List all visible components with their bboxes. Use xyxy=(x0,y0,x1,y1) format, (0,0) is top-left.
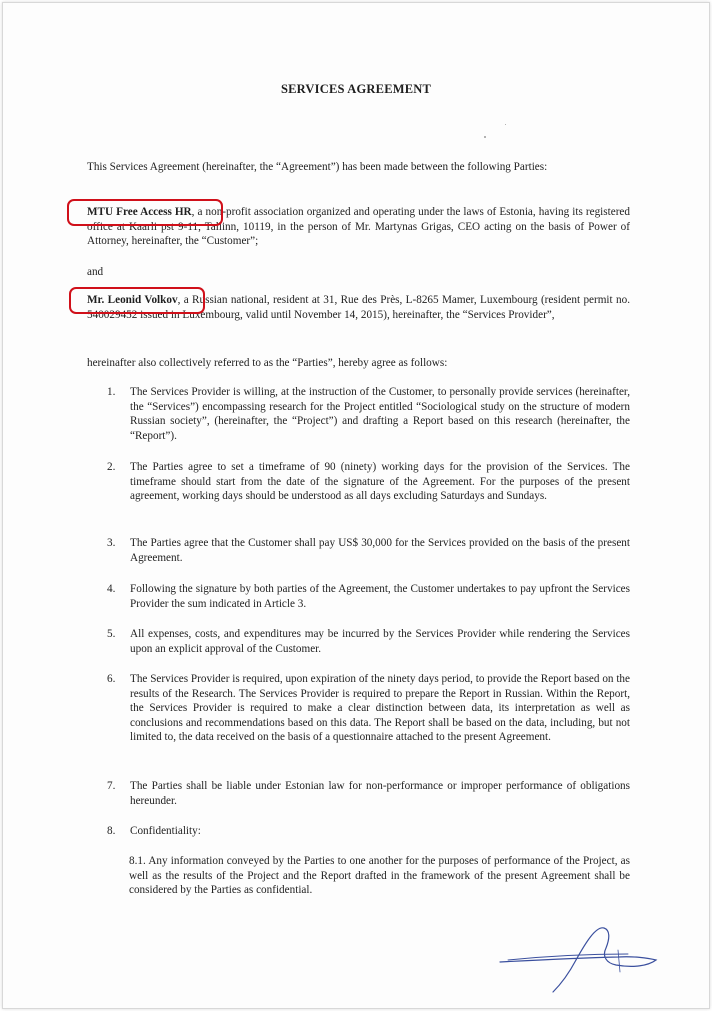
clause-8-1 xyxy=(129,854,630,898)
and-paragraph xyxy=(87,265,630,280)
clause-3 xyxy=(107,536,630,565)
collective-paragraph xyxy=(87,356,630,371)
clause-text: Confidentiality: xyxy=(130,825,201,837)
party2-name: Mr. Leonid Volkov xyxy=(87,294,178,306)
clause-1 xyxy=(107,385,630,443)
party1-name: MTU Free Access HR xyxy=(87,206,192,218)
intro-paragraph xyxy=(87,160,630,175)
clause-number: 8. xyxy=(107,825,116,837)
clause-5 xyxy=(107,627,630,656)
clause-number: 7. xyxy=(107,780,116,792)
party1-highlight-box xyxy=(67,199,223,226)
party2-details: , a Russian national, resident at 31, Rue des Près, L-8265 Mamer, Luxembourg (resident permit no. 540029452 issued in Luxembourg, valid until November 14, 2015), hereinafter, the “Services Provider”, xyxy=(87,294,630,321)
clause-number: 6. xyxy=(107,673,116,685)
clause-number: 4. xyxy=(107,583,116,595)
clause-text: The Services Provider is required, upon expiration of the ninety days period, to provide the Report based on the results of the Research. The Services Provider is required to prepare the Report in Russian. Within the Report, the Services Provider is required to make a clear distinction between data, its interpretation as well as conclusions and recommendations based on this data. The Report shall be based on the data, including, but not limited to, the data received on the basis of a questionnaire attached to the present Agreement. xyxy=(130,673,630,744)
clause-text: The Parties shall be liable under Estonian law for non-performance or improper performance of obligations hereunder. xyxy=(130,780,630,807)
clause-number: 3. xyxy=(107,537,116,549)
clause-text: All expenses, costs, and expenditures may be incurred by the Services Provider while rendering the Services upon an explicit approval of the Customer. xyxy=(130,628,630,655)
clause-6 xyxy=(107,672,630,745)
document-title: SERVICES AGREEMENT xyxy=(280,82,432,96)
clause-4 xyxy=(107,582,630,611)
scan-speck xyxy=(484,136,486,138)
and-text: and xyxy=(87,266,104,278)
clause-number: 2. xyxy=(107,461,116,473)
clause-8 xyxy=(107,824,630,839)
clause-number: 5. xyxy=(107,628,116,640)
clause-number: 1. xyxy=(107,386,116,398)
clause-8-1-text: 8.1. Any information conveyed by the Parties to one another for the purposes of performance of the Project, as well as the results of the Project and the Report drafted in the framework of the present Agreement shall be considered by the Parties as confidential. xyxy=(129,855,630,897)
clause-text: The Parties agree to set a timeframe of 90 (ninety) working days for the provision of the Services. The timeframe should start from the date of the signature of the Agreement. For the purposes of the present agreement, working days should be understood as all days excluding Saturdays and Sundays. xyxy=(130,461,630,503)
clause-text: The Services Provider is willing, at the instruction of the Customer, to personally provide services (hereinafter, the “Services”) encompassing research for the Project entitled “Sociological study on the structure of modern Russian society”, (hereinafter, the “Project”) and drafting a Report based on this research (hereinafter, the “Report”). xyxy=(130,386,630,442)
clause-text: Following the signature by both parties of the Agreement, the Customer undertakes to pay upfront the Services Provider the sum indicated in Article 3. xyxy=(130,583,630,610)
clause-2 xyxy=(107,460,630,504)
party2-highlight-box xyxy=(69,287,205,314)
scan-speck xyxy=(505,124,506,125)
party1-details: , a non-profit association organized and operating under the laws of Estonia, having its registered office at Kaarli pst 9-11, Tallinn, 10119, in the person of Mr. Martynas Grigas, CEO acting on the basis of Power of Attorney, hereinafter, the “Customer”; xyxy=(87,206,630,248)
intro-text: This Services Agreement (hereinafter, the “Agreement”) has been made between the following Parties: xyxy=(87,161,548,173)
clause-text: The Parties agree that the Customer shall pay US$ 30,000 for the Services provided on the basis of the present Agreement. xyxy=(130,537,630,564)
clause-7 xyxy=(107,779,630,808)
signature-mark xyxy=(498,920,663,995)
collective-text: hereinafter also collectively referred to as the “Parties”, hereby agree as follows: xyxy=(87,357,448,369)
